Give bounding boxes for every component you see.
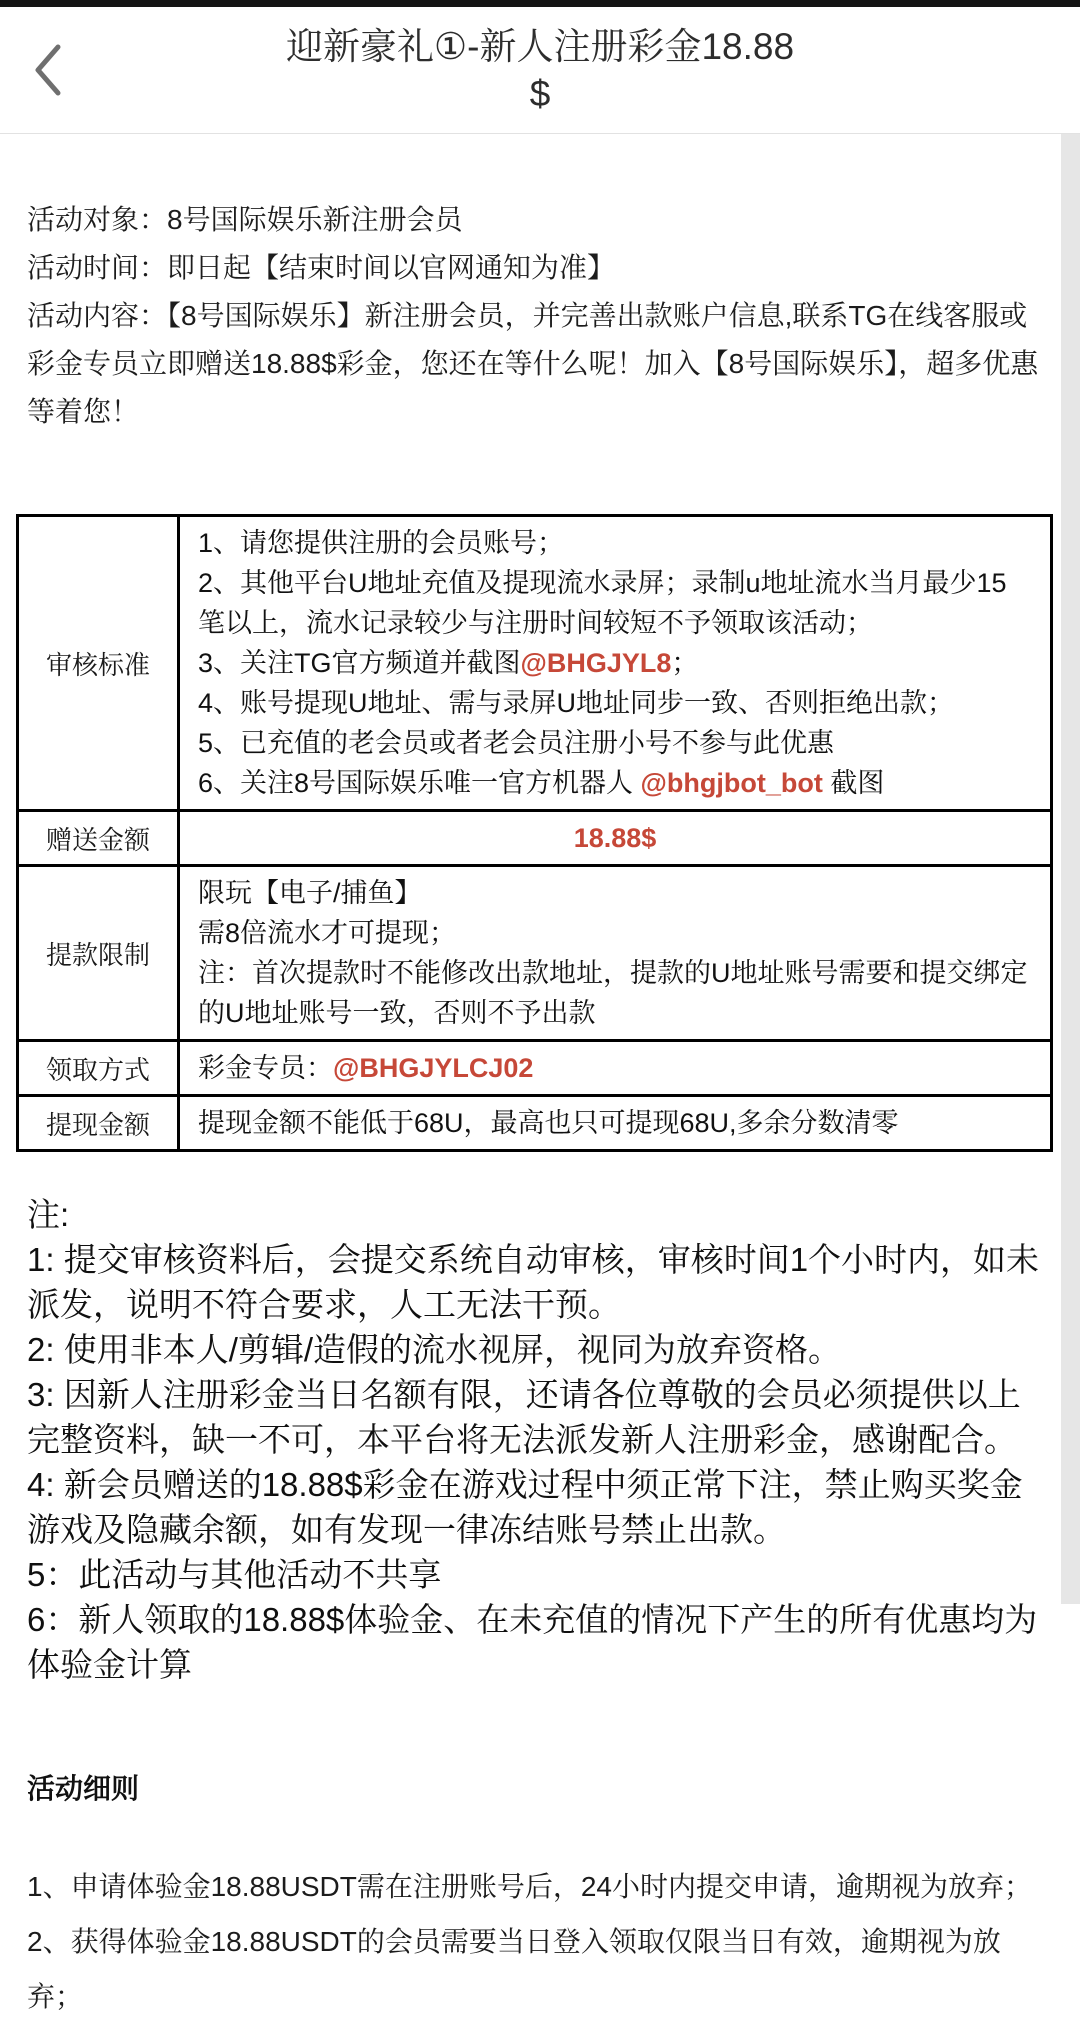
text-segment: 5、已充值的老会员或者老会员注册小号不参与此优惠 (198, 728, 835, 758)
page-title-line1: 迎新豪礼①-新人注册彩金18.88 (285, 26, 795, 67)
row-label: 提款限制 (18, 866, 179, 1041)
row-value (179, 516, 1052, 811)
row-value-line (198, 953, 1032, 1033)
highlighted-text: @BHGJYLCJ02 (333, 1053, 534, 1083)
chevron-left-icon (30, 41, 66, 102)
notes-section (27, 1192, 1053, 1687)
text-segment: 截图 (822, 768, 885, 798)
text-segment: 4、账号提现U地址、需与录屏U地址同步一致、否则拒绝出款； (198, 688, 955, 718)
rules-table (16, 514, 1053, 1152)
highlighted-text: @BHGJYL8 (520, 648, 672, 678)
note-item: 5：此活动与其他活动不共享 (27, 1556, 442, 1593)
table-row (18, 866, 1052, 1041)
promo-content (0, 196, 1080, 2024)
row-value (179, 866, 1052, 1041)
row-value-line (198, 1103, 1032, 1143)
row-label: 领取方式 (18, 1041, 179, 1096)
text-segment: 2、其他平台U地址充值及提现流水录屏；录制u地址流水当月最少15笔以上，流水记录较少与注册时间较短不予领取该活动； (198, 568, 1007, 638)
details-heading: 活动细则 (27, 1773, 140, 1804)
row-value-line (198, 643, 1032, 683)
text-segment: ； (671, 648, 699, 678)
row-value-line (198, 873, 1032, 913)
text-segment: 限玩【电子/捕鱼】 (198, 878, 422, 908)
row-value (179, 811, 1052, 866)
text-segment: 彩金专员： (198, 1053, 333, 1083)
row-label: 审核标准 (18, 516, 179, 811)
table-row (18, 1041, 1052, 1096)
intro-line-content: 活动内容：【8号国际娱乐】新注册会员，并完善出款账户信息,联系TG在线客服或彩金专员立即赠送18.88$彩金，您还在等什么呢！加入【8号国际娱乐】，超多优惠等着您！ (27, 300, 1039, 427)
row-value-line (198, 563, 1032, 643)
table-row (18, 516, 1052, 811)
app-header (0, 7, 1080, 134)
row-value (179, 1096, 1052, 1151)
row-value (179, 1041, 1052, 1096)
row-value-line (198, 818, 1032, 858)
intro-section (27, 196, 1053, 436)
detail-item: 2、获得体验金18.88USDT的会员需要当日登入领取仅限当日有效，逾期视为放弃； (27, 1926, 1001, 2012)
highlighted-text: @bhgjbot_bot (640, 768, 823, 798)
text-segment: 注：首次提款时不能修改出款地址，提款的U地址账号需要和提交绑定的U地址账号一致，否则不予出款 (198, 958, 1028, 1028)
intro-line-time: 活动时间：即日起【结束时间以官网通知为准】 (27, 252, 616, 283)
text-segment: 提现金额不能低于68U，最高也只可提现68U,多余分数清零 (198, 1108, 899, 1138)
note-item: 3: 因新人注册彩金当日名额有限，还请各位尊敬的会员必须提供以上完整资料，缺一不可，本平台将无法派发新人注册彩金，感谢配合。 (27, 1376, 1021, 1458)
text-segment: 6、关注8号国际娱乐唯一官方机器人 (198, 768, 641, 798)
details-section (27, 1859, 1053, 2024)
highlighted-text: 18.88$ (573, 823, 657, 853)
note-item: 4: 新会员赠送的18.88$彩金在游戏过程中须正常下注，禁止购买奖金游戏及隐藏余额，如有发现一律冻结账号禁止出款。 (27, 1466, 1023, 1548)
notes-heading: 注: (27, 1196, 70, 1233)
text-segment: 3、关注TG官方频道并截图 (198, 648, 521, 678)
table-row (18, 1096, 1052, 1151)
row-label: 赠送金额 (18, 811, 179, 866)
table-row (18, 811, 1052, 866)
row-value-line (198, 1048, 1032, 1088)
back-button[interactable] (16, 33, 80, 109)
text-segment: 1、请您提供注册的会员账号； (198, 528, 565, 558)
row-value-line (198, 763, 1032, 803)
row-value-line (198, 523, 1032, 563)
note-item: 2: 使用非本人/剪辑/造假的流水视屏，视同为放弃资格。 (27, 1331, 842, 1368)
row-value-line (198, 683, 1032, 723)
row-label: 提现金额 (18, 1096, 179, 1151)
page-title (286, 23, 794, 117)
status-bar (0, 0, 1080, 7)
note-item: 1: 提交审核资料后，会提交系统自动审核，审核时间1个小时内，如未派发，说明不符合要求，人工无法干预。 (27, 1241, 1040, 1323)
note-item: 6：新人领取的18.88$体验金、在未充值的情况下产生的所有优惠均为体验金计算 (27, 1601, 1038, 1683)
scrollbar-thumb[interactable] (1061, 134, 1080, 1604)
page-title-line2: $ (529, 73, 551, 114)
row-value-line (198, 913, 1032, 953)
intro-line-target: 活动对象：8号国际娱乐新注册会员 (27, 204, 463, 235)
row-value-line (198, 723, 1032, 763)
text-segment: 需8倍流水才可提现； (198, 918, 457, 948)
detail-item: 1、申请体验金18.88USDT需在注册账号后，24小时内提交申请，逾期视为放弃； (27, 1871, 1033, 1902)
